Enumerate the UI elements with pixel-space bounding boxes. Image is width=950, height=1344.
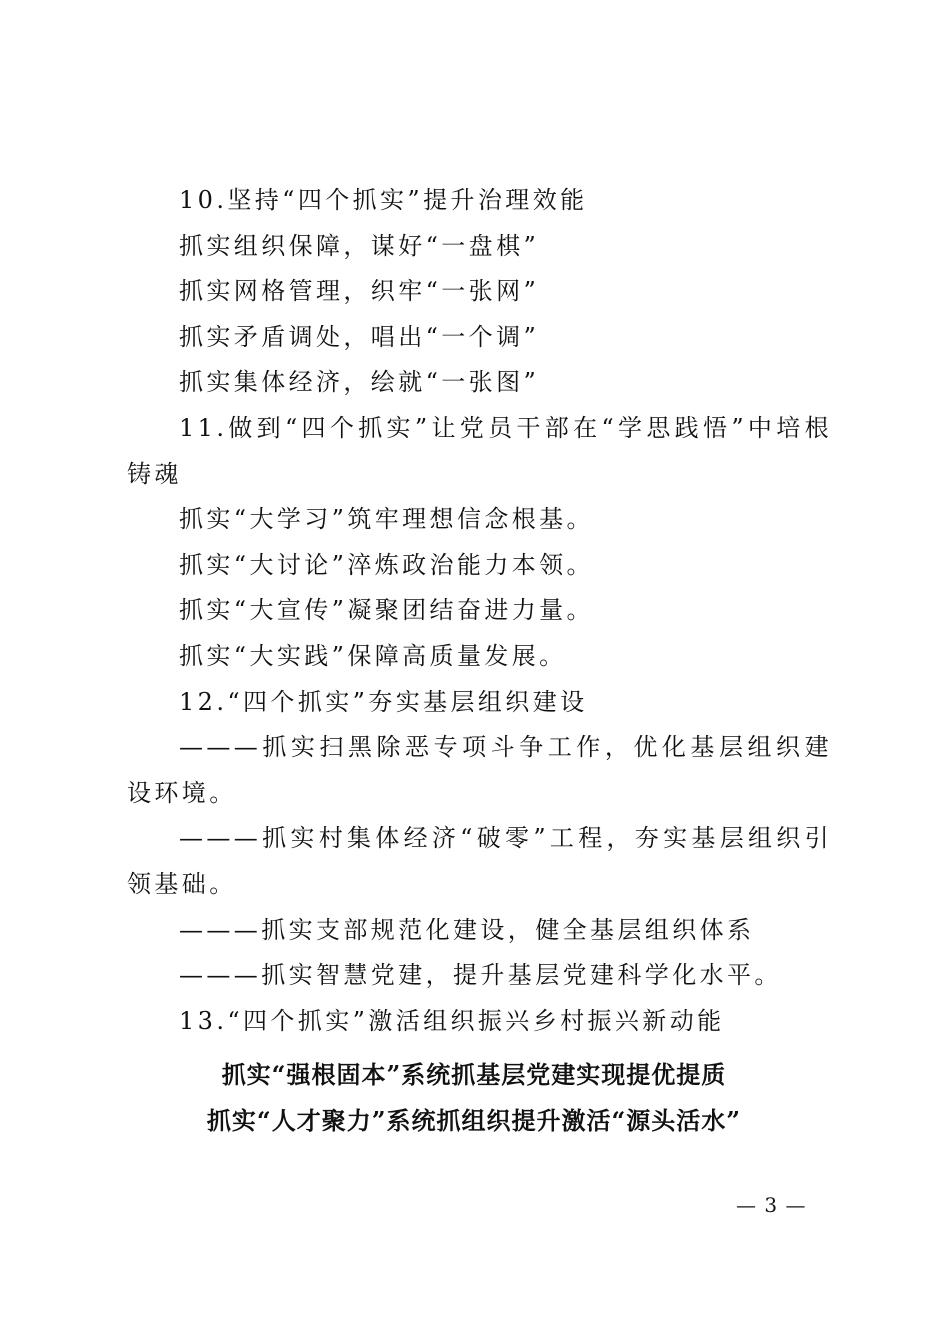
page-number: — 3 — [736, 1193, 807, 1217]
dash-item: ———抓实村集体经济“破零”工程，夯实基层组织引领基础。 [127, 824, 832, 898]
heading-item-10: 10.坚持“四个抓实”提升治理效能 [179, 186, 588, 214]
list-item: 抓实组织保障，谋好“一盘棋” [179, 231, 540, 260]
list-item: 抓实“大宣传”凝聚团结奋进力量。 [179, 596, 594, 625]
list-item: 抓实“大学习”筑牢理想信念根基。 [179, 505, 594, 534]
list-item: 抓实“大实践”保障高质量发展。 [179, 641, 567, 670]
dash-item: ———抓实智慧党建，提升基层党建科学化水平。 [179, 961, 782, 990]
dash-item: ———抓实支部规范化建设，健全基层组织体系 [179, 915, 755, 944]
heading-item-13: 13.“四个抓实”激活组织振兴乡村振兴新动能 [179, 1006, 725, 1035]
bold-subheading: 抓实“强根固本”系统抓基层党建实现提优提质 [221, 1060, 727, 1090]
document-body [127, 178, 832, 1143]
list-item: 抓实网格管理，织牢“一张网” [179, 277, 540, 306]
heading-item-12: 12.“四个抓实”夯实基层组织建设 [179, 687, 588, 716]
dash-item: ———抓实扫黑除恶专项斗争工作，优化基层组织建设环境。 [127, 733, 832, 807]
heading-item-11: 11.做到“四个抓实”让党员干部在“学思践悟”中培根铸魂 [127, 413, 832, 488]
list-item: 抓实矛盾调处，唱出“一个调” [179, 322, 540, 351]
list-item: 抓实“大讨论”淬炼政治能力本领。 [179, 550, 594, 579]
bold-subheading: 抓实“人才聚力”系统抓组织提升激活“源头活水” [206, 1105, 742, 1135]
list-item: 抓实集体经济，绘就“一张图” [179, 368, 540, 397]
